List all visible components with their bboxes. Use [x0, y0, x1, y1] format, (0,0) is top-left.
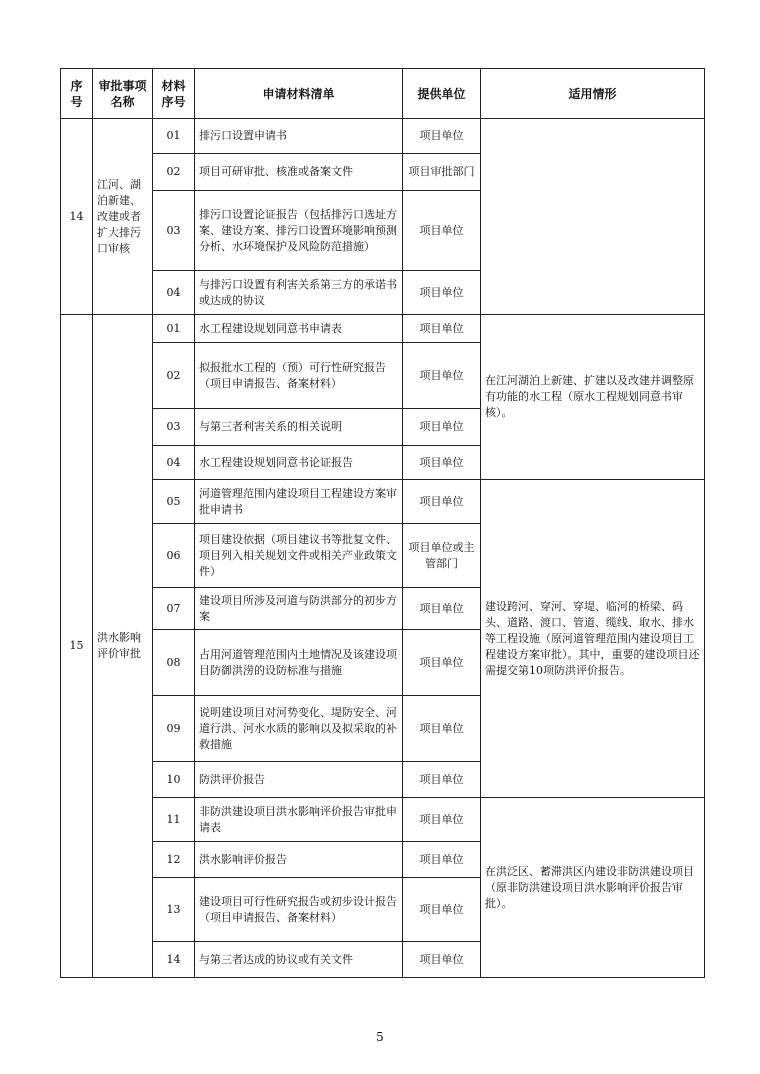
- material-no: 01: [153, 119, 195, 154]
- provider: 项目单位: [403, 798, 481, 842]
- provider: 项目单位: [403, 446, 481, 480]
- provider: 项目单位或主管部门: [403, 524, 481, 588]
- material-text: 说明建设项目对河势变化、堤防安全、河道行洪、河水水质的影响以及拟采取的补救措施: [195, 696, 403, 762]
- header-material-no: 材料序号: [153, 69, 195, 119]
- provider: 项目单位: [403, 942, 481, 978]
- material-text: 排污口设置论证报告（包括排污口选址方案、建设方案、排污口设置环境影响预测分析、水环境保护及风险防范措施）: [195, 191, 403, 271]
- group-item-name: 洪水影响评价审批: [93, 315, 153, 978]
- material-no: 10: [153, 762, 195, 798]
- material-text: 拟报批水工程的（预）可行性研究报告（项目申请报告、备案材料）: [195, 343, 403, 409]
- material-text: 河道管理范围内建设项目工程建设方案审批申请书: [195, 480, 403, 524]
- header-provider: 提供单位: [403, 69, 481, 119]
- provider: 项目审批部门: [403, 154, 481, 191]
- material-no: 02: [153, 154, 195, 191]
- material-no: 08: [153, 630, 195, 696]
- material-text: 水工程建设规划同意书申请表: [195, 315, 403, 343]
- material-text: 与第三者达成的协议或有关文件: [195, 942, 403, 978]
- provider: 项目单位: [403, 630, 481, 696]
- provider: 项目单位: [403, 315, 481, 343]
- material-text: 洪水影响评价报告: [195, 842, 403, 878]
- material-no: 05: [153, 480, 195, 524]
- material-text: 水工程建设规划同意书论证报告: [195, 446, 403, 480]
- material-no: 07: [153, 588, 195, 630]
- material-text: 排污口设置申请书: [195, 119, 403, 154]
- material-no: 14: [153, 942, 195, 978]
- header-list: 申请材料清单: [195, 69, 403, 119]
- provider: 项目单位: [403, 842, 481, 878]
- provider: 项目单位: [403, 588, 481, 630]
- material-text: 项目可研审批、核准或备案文件: [195, 154, 403, 191]
- material-no: 13: [153, 878, 195, 942]
- material-no: 12: [153, 842, 195, 878]
- header-seq: 序号: [61, 69, 93, 119]
- provider: 项目单位: [403, 343, 481, 409]
- page-number: 5: [376, 1030, 384, 1044]
- table-row: [61, 119, 705, 154]
- material-text: 与排污口设置有利害关系第三方的承诺书或达成的协议: [195, 271, 403, 315]
- group-seq: 14: [61, 119, 93, 315]
- material-no: 03: [153, 409, 195, 446]
- provider: 项目单位: [403, 271, 481, 315]
- table-row: [61, 315, 705, 343]
- group-seq: 15: [61, 315, 93, 978]
- provider: 项目单位: [403, 409, 481, 446]
- material-no: 03: [153, 191, 195, 271]
- scope-empty: [481, 119, 705, 315]
- header-item: 审批事项名称: [93, 69, 153, 119]
- material-text: 防洪评价报告: [195, 762, 403, 798]
- material-no: 04: [153, 271, 195, 315]
- header-scope: 适用情形: [481, 69, 705, 119]
- material-text: 建设项目所涉及河道与防洪部分的初步方案: [195, 588, 403, 630]
- group-item-name: 江河、湖泊新建、改建或者扩大排污口审核: [93, 119, 153, 315]
- material-no: 01: [153, 315, 195, 343]
- scope-text: 在江河湖泊上新建、扩建以及改建并调整原有功能的水工程（原水工程规划同意书审核）。: [481, 315, 705, 480]
- header-row: [61, 69, 705, 119]
- scope-text: 在洪泛区、蓄滞洪区内建设非防洪建设项目（原非防洪建设项目洪水影响评价报告审批）。: [481, 798, 705, 978]
- provider: 项目单位: [403, 480, 481, 524]
- provider: 项目单位: [403, 878, 481, 942]
- provider: 项目单位: [403, 762, 481, 798]
- material-no: 09: [153, 696, 195, 762]
- material-text: 占用河道管理范围内土地情况及该建设项目防御洪涝的设防标准与措施: [195, 630, 403, 696]
- materials-table: [60, 68, 705, 978]
- material-text: 非防洪建设项目洪水影响评价报告审批申请表: [195, 798, 403, 842]
- material-no: 11: [153, 798, 195, 842]
- provider: 项目单位: [403, 191, 481, 271]
- material-text: 项目建设依据（项目建议书等批复文件、项目列入相关规划文件或相关产业政策文件）: [195, 524, 403, 588]
- material-text: 建设项目可行性研究报告或初步设计报告（项目申请报告、备案材料）: [195, 878, 403, 942]
- material-no: 04: [153, 446, 195, 480]
- material-text: 与第三者利害关系的相关说明: [195, 409, 403, 446]
- scope-text: 建设跨河、穿河、穿堤、临河的桥梁、码头、道路、渡口、管道、缆线、取水、排水等工程设施（原河道管理范围内建设项目工程建设方案审批）。其中，重要的建设项目还需提交第10项防洪评价报告。: [481, 480, 705, 798]
- provider: 项目单位: [403, 696, 481, 762]
- material-no: 02: [153, 343, 195, 409]
- table-row: [61, 798, 705, 842]
- material-no: 06: [153, 524, 195, 588]
- provider: 项目单位: [403, 119, 481, 154]
- table-row: [61, 480, 705, 524]
